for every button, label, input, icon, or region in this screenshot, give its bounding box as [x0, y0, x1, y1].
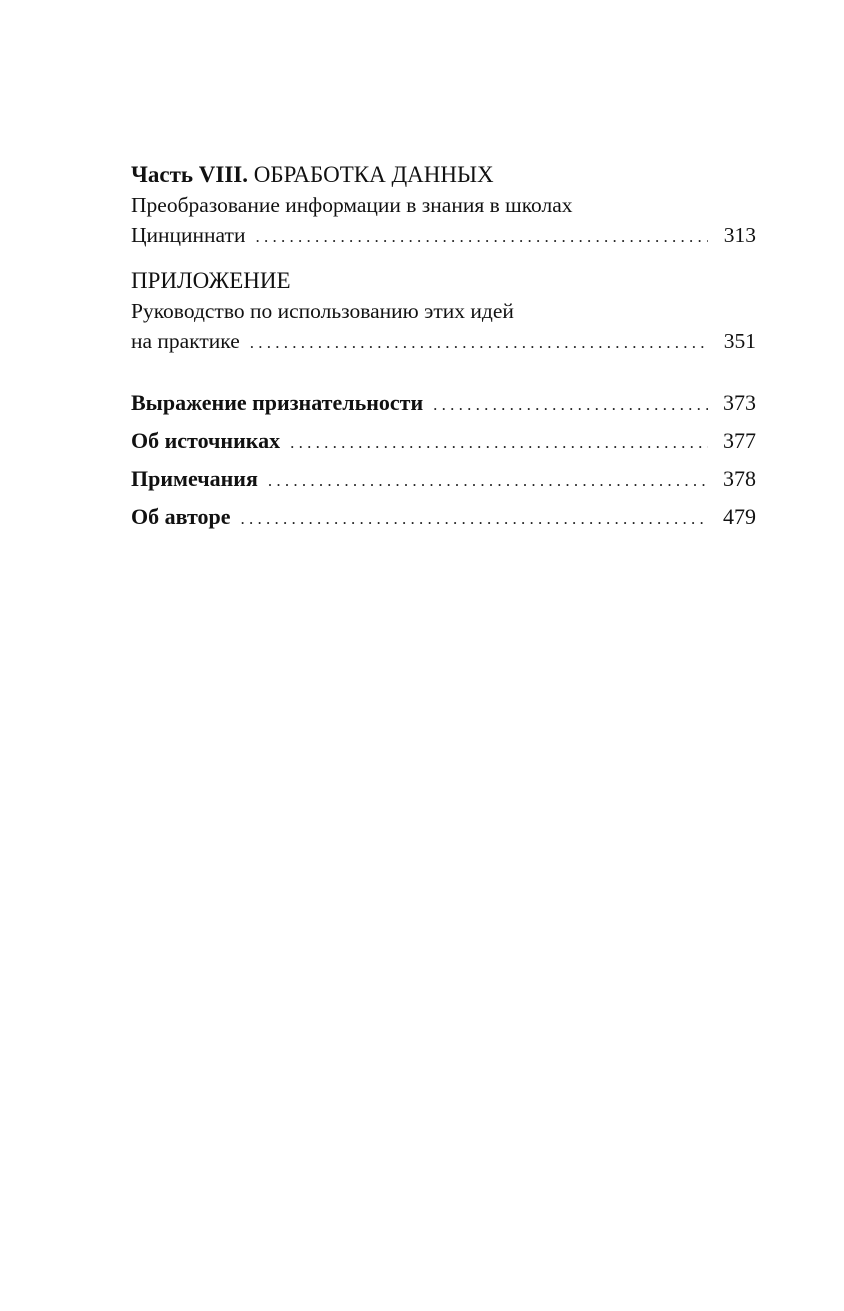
toc-entry-notes[interactable]	[131, 460, 756, 498]
appendix-entry-line-1: Руководство по использованию этих идей	[131, 299, 514, 323]
dot-leader	[433, 386, 708, 424]
part-8-entry[interactable]	[131, 220, 756, 252]
page-number: 378	[723, 466, 756, 491]
back-matter-list	[131, 384, 756, 536]
part-8-entry-line-2: Цинциннати	[131, 223, 246, 247]
page-number: 373	[723, 390, 756, 415]
dot-leader	[268, 462, 708, 500]
entry-title: Выражение признательности	[131, 390, 424, 415]
toc-entry-acknowledgements[interactable]	[131, 384, 756, 422]
toc-entry-sources[interactable]	[131, 422, 756, 460]
dot-leader	[240, 500, 708, 538]
appendix-entry-line-2: на практике	[131, 329, 240, 353]
page-number: 377	[723, 428, 756, 453]
dot-leader	[250, 328, 708, 358]
entry-title: Об авторе	[131, 504, 231, 529]
table-of-contents	[131, 160, 756, 536]
appendix-heading[interactable]: ПРИЛОЖЕНИЕ	[131, 268, 291, 293]
page-number: 351	[723, 329, 756, 353]
part-8-entry-line-1: Преобразование информации в знания в школах	[131, 193, 573, 217]
dot-leader	[255, 222, 708, 252]
toc-entry-about-author[interactable]	[131, 498, 756, 536]
part-8-title: ОБРАБОТКА ДАННЫХ	[253, 162, 494, 187]
dot-leader	[290, 424, 708, 462]
appendix-section	[131, 266, 756, 358]
part-8-label: Часть VIII.	[131, 162, 249, 187]
part-8-heading[interactable]	[131, 160, 756, 190]
entry-title: Об источниках	[131, 428, 281, 453]
appendix-entry[interactable]	[131, 326, 756, 358]
page-number: 479	[723, 504, 756, 529]
page-number: 313	[723, 223, 756, 247]
entry-title: Примечания	[131, 466, 258, 491]
part-8-section	[131, 160, 756, 252]
